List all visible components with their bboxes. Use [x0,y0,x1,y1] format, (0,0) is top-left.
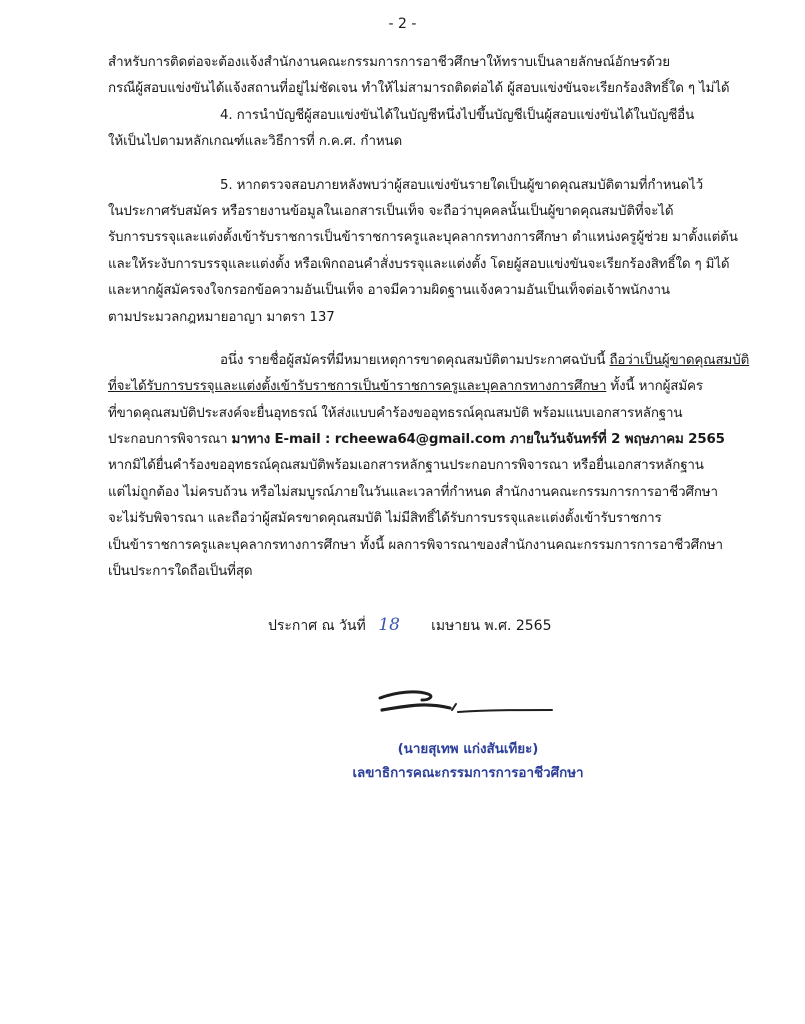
paragraph-2-line-2: ให้เป็นไปตามหลักเกณฑ์และวิธีการที่ ก.ค.ศ. กำหนด [108,134,403,150]
paragraph-4-line-4 [108,427,758,453]
paragraph-3-line-4: และให้ระงับการบรรจุและแต่งตั้ง หรือเพิกถอนคำสั่งบรรจุและแต่งตั้ง โดยผู้สอบแข่งขันจะเรียกร้องสิทธิ์ใด ๆ มิได้ [108,256,730,272]
paragraph-4-line-7: จะไม่รับพิจารณา และถือว่าผู้สมัครขาดคุณสมบัติ ไม่มีสิทธิ์ได้รับการบรรจุและแต่งตั้งเข้ารับราชการ [108,511,662,527]
paragraph-4-line-9: เป็นประการใดถือเป็นที่สุด [108,564,253,580]
signer-block [318,738,618,786]
paragraph-3-line-1: 5. หากตรวจสอบภายหลังพบว่าผู้สอบแข่งขันรายใดเป็นผู้ขาดคุณสมบัติตามที่กำหนดไว้ [220,177,704,193]
paragraph-1-line-2: กรณีผู้สอบแข่งขันได้แจ้งสถานที่อยู่ไม่ชัดเจน ทำให้ไม่สามารถติดต่อได้ ผู้สอบแข่งขันจะเรียกร้องสิทธิ์ใด ๆ ไม่ได้ [108,81,730,97]
paragraph-4-line-3: ที่ขาดคุณสมบัติประสงค์จะยื่นอุทธรณ์ ให้ส่งแบบคำร้องขออุทธรณ์คุณสมบัติ พร้อมแนบเอกสารหลักฐาน [108,405,683,421]
handwritten-day: 18 [378,615,400,635]
paragraph-4-underlined-text: ถือว่าเป็นผู้ขาดคุณสมบัติ [609,352,750,368]
paragraph-3-line-6: ตามประมวลกฎหมายอาญา มาตรา 137 [108,309,335,325]
signer-title: เลขาธิการคณะกรรมการการอาชีวศึกษา [352,766,584,781]
paragraph-4-line-5: หากมิได้ยื่นคำร้องขออุทธรณ์คุณสมบัติพร้อมเอกสารหลักฐานประกอบการพิจารณา หรือยื่นเอกสารหลักฐาน [108,458,704,474]
signer-name: (นายสุเทพ แก่งสันเทียะ) [397,742,539,757]
paragraph-4-line-6: แต่ไม่ถูกต้อง ไม่ครบถ้วน หรือไม่สมบูรณ์ภายในวันและเวลาที่กำหนด สำนักงานคณะกรรมการการอาชีวศึกษา [108,484,718,500]
paragraph-4-line-4-text: ประกอบการพิจารณา [108,432,232,448]
paragraph-3-line-2: ในประกาศรับสมัคร หรือรายงานข้อมูลในเอกสารเป็นเท็จ จะถือว่าบุคคลนั้นเป็นผู้ขาดคุณสมบัติที่จะได้ [108,203,674,219]
paragraph-2-line-1: 4. การนำบัญชีผู้สอบแข่งขันได้ในบัญชีหนึ่งไปขึ้นบัญชีเป็นผู้สอบแข่งขันได้ในบัญชีอื่น [220,107,695,123]
handwritten-signature [376,688,556,728]
paragraph-3-line-5: และหากผู้สมัครจงใจกรอกข้อความอันเป็นเท็จ อาจมีความผิดฐานแจ้งความอันเป็นเท็จต่อเจ้าพนักงาน [108,283,670,299]
paragraph-4-line-2 [108,374,758,400]
paragraph-3-line-3: รับการบรรจุและแต่งตั้งเข้ารับราชการเป็นข้าราชการครูและบุคลากรทางการศึกษา ตำแหน่งครูผู้ช่วย มาตั้งแต่ต้น [108,230,738,246]
paragraph-4-line-1-text: อนึ่ง รายชื่อผู้สมัครที่มีหมายเหตุการขาดคุณสมบัติตามประกาศฉบับนี้ [220,352,610,368]
paragraph-4-underlined-text-cont: ที่จะได้รับการบรรจุและแต่งตั้งเข้ารับราชการเป็นข้าราชการครูและบุคลากรทางการศึกษา [108,379,607,395]
paragraph-4-line-2-text: ทั้งนี้ หากผู้สมัคร [606,379,703,395]
announcement-month-year: เมษายน พ.ศ. 2565 [431,618,552,634]
appeal-email-deadline: มาทาง E-mail : rcheewa64@gmail.com ภายในวันจันทร์ที่ 2 พฤษภาคม 2565 [231,432,725,448]
page-number: - 2 - [388,16,417,32]
paragraph-4-line-8: เป็นข้าราชการครูและบุคลากรทางการศึกษา ทั้งนี้ ผลการพิจารณาของสำนักงานคณะกรรมการการอาชีวศึกษา [108,537,723,553]
announcement-prefix: ประกาศ ณ วันที่ [268,618,366,634]
announcement-date [268,615,551,637]
document-body [108,50,758,585]
paragraph-1-line-1: สำหรับการติดต่อจะต้องแจ้งสำนักงานคณะกรรมการการอาชีวศึกษาให้ทราบเป็นลายลักษณ์อักษรด้วย [108,55,670,70]
paragraph-4-line-1 [108,348,758,374]
